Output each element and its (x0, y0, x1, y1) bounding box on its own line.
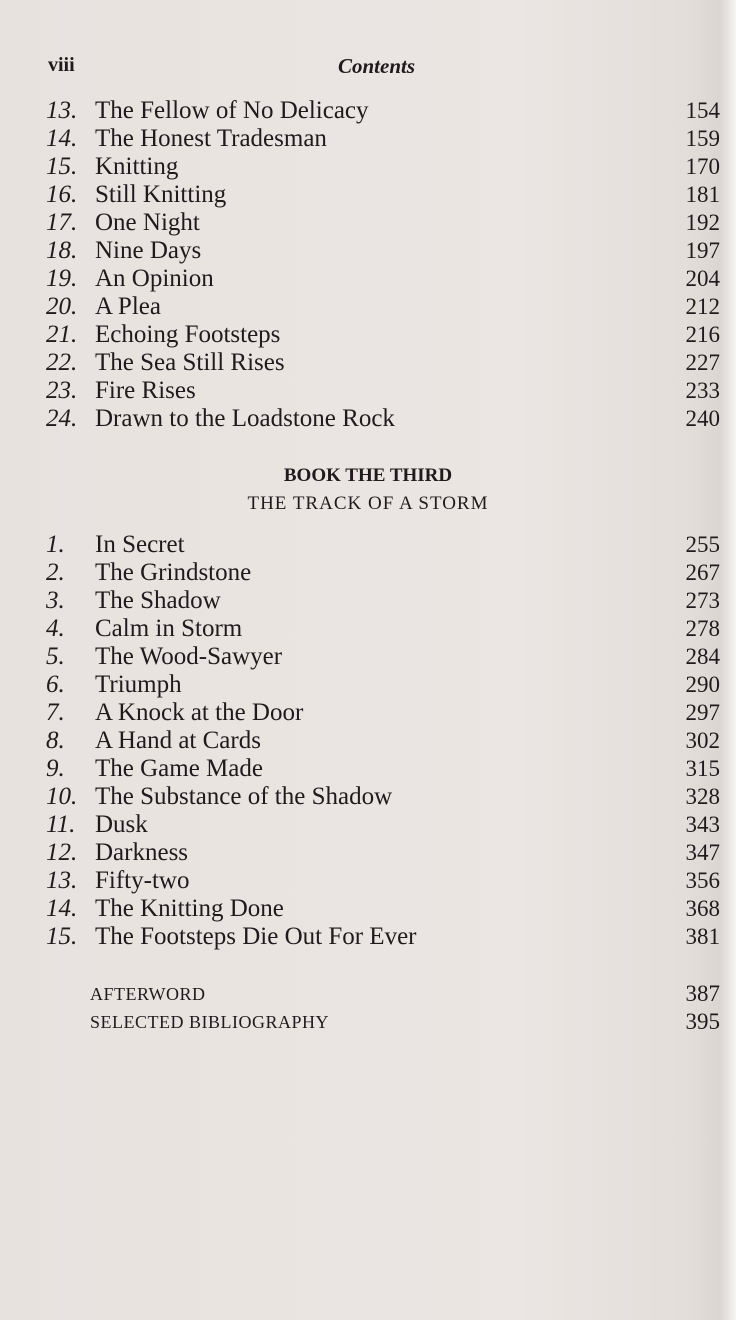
toc-entry (46, 923, 720, 951)
chapter-title: A Hand at Cards (95, 727, 261, 754)
page-ref: 381 (685, 924, 720, 949)
page-ref: 212 (685, 294, 720, 319)
page-ref: 284 (685, 644, 720, 669)
page-ref: 197 (685, 238, 720, 263)
chapter-number: 11. (46, 811, 76, 838)
page-edge (720, 0, 736, 1320)
chapter-number: 20. (46, 293, 78, 320)
chapter-number: 17. (46, 209, 78, 236)
chapter-number: 24. (46, 405, 78, 432)
chapter-number: 9. (46, 755, 65, 782)
chapter-title: Calm in Storm (95, 615, 243, 642)
toc-entry (46, 125, 720, 153)
page-ref: 233 (685, 378, 720, 403)
page-ref: 302 (685, 728, 720, 753)
chapter-number: 8. (46, 727, 65, 754)
toc-entry (46, 405, 720, 433)
chapter-title: The Substance of the Shadow (95, 783, 393, 810)
chapter-number: 15. (46, 923, 78, 950)
chapter-title: A Knock at the Door (95, 699, 304, 726)
back-matter-label: SELECTED BIBLIOGRAPHY (90, 1012, 329, 1032)
page-ref: 278 (685, 616, 720, 641)
chapter-title: Fifty-two (95, 867, 190, 894)
page-ref: 328 (685, 784, 720, 809)
page-ref: 240 (685, 406, 720, 431)
book-three-subheading: THE TRACK OF A STORM (247, 493, 489, 514)
chapter-number: 2. (46, 559, 65, 586)
toc-entry (46, 699, 720, 727)
page-ref: 347 (685, 840, 720, 865)
toc-entry (46, 265, 720, 293)
chapter-number: 4. (46, 615, 65, 642)
toc-book-three (46, 531, 720, 951)
chapter-number: 21. (46, 321, 78, 348)
book-three-heading: BOOK THE THIRD (283, 465, 453, 486)
toc-entry (46, 811, 720, 839)
toc-entry (46, 727, 720, 755)
toc-entry (46, 895, 720, 923)
chapter-title: The Wood-Sawyer (95, 643, 283, 670)
page-ref: 227 (685, 350, 720, 375)
page-ref: 192 (685, 210, 720, 235)
chapter-title: Echoing Footsteps (95, 321, 281, 348)
chapter-number: 13. (46, 97, 78, 124)
toc-entry (46, 153, 720, 181)
running-title: Contents (338, 54, 416, 78)
page-ref: 255 (685, 532, 720, 557)
page-ref: 181 (685, 182, 720, 207)
toc-entry (46, 559, 720, 587)
chapter-title: The Grindstone (95, 559, 252, 586)
chapter-number: 5. (46, 643, 65, 670)
page-ref: 159 (685, 126, 720, 151)
chapter-title: The Footsteps Die Out For Ever (95, 923, 417, 950)
chapter-title: The Honest Tradesman (95, 125, 327, 152)
chapter-title: The Fellow of No Delicacy (95, 97, 369, 124)
page-ref: 154 (685, 98, 720, 123)
chapter-title: Fire Rises (95, 377, 196, 404)
chapter-title: Darkness (95, 839, 189, 866)
back-matter-entry (90, 980, 720, 1008)
page-ref: 204 (685, 266, 720, 291)
chapter-number: 14. (46, 125, 78, 152)
chapter-title: The Sea Still Rises (95, 349, 285, 376)
page-header (48, 54, 688, 82)
chapter-title: The Knitting Done (95, 895, 284, 922)
toc-book-two (46, 97, 720, 433)
chapter-number: 12. (46, 839, 78, 866)
chapter-title: In Secret (95, 531, 185, 558)
chapter-number: 16. (46, 181, 78, 208)
back-matter-entry (90, 1008, 720, 1036)
page-ref: 297 (685, 700, 720, 725)
page-ref: 368 (685, 896, 720, 921)
chapter-title: One Night (95, 209, 200, 236)
chapter-title: An Opinion (95, 265, 214, 292)
toc-entry (46, 349, 720, 377)
chapter-number: 18. (46, 237, 78, 264)
chapter-title: Knitting (95, 153, 179, 180)
chapter-number: 1. (46, 531, 65, 558)
toc-entry (46, 531, 720, 559)
page-ref: 356 (685, 868, 720, 893)
chapter-title: Dusk (95, 811, 148, 838)
toc-entry (46, 615, 720, 643)
toc-entry (46, 671, 720, 699)
chapter-number: 3. (46, 587, 65, 614)
page-ref: 267 (685, 560, 720, 585)
chapter-number: 15. (46, 153, 78, 180)
chapter-number: 14. (46, 895, 78, 922)
chapter-number: 22. (46, 349, 78, 376)
page-ref: 290 (685, 672, 720, 697)
chapter-number: 7. (46, 699, 65, 726)
toc-entry (46, 293, 720, 321)
page-ref: 170 (685, 154, 720, 179)
toc-entry (46, 97, 720, 125)
toc-entry (46, 839, 720, 867)
toc-entry (46, 209, 720, 237)
chapter-title: Drawn to the Loadstone Rock (95, 405, 395, 432)
chapter-number: 23. (46, 377, 78, 404)
toc-entry (46, 181, 720, 209)
toc-entry (46, 783, 720, 811)
page-ref: 315 (685, 756, 720, 781)
chapter-number: 19. (46, 265, 78, 292)
toc-entry (46, 587, 720, 615)
page-ref: 273 (685, 588, 720, 613)
chapter-title: Nine Days (95, 237, 202, 264)
chapter-number: 6. (46, 671, 65, 698)
toc-entry (46, 321, 720, 349)
page-ref: 216 (685, 322, 720, 347)
page-ref: 387 (685, 981, 720, 1006)
chapter-title: Triumph (95, 671, 182, 698)
toc-entry (46, 237, 720, 265)
toc-entry (46, 755, 720, 783)
toc-entry (46, 867, 720, 895)
chapter-number: 10. (46, 783, 78, 810)
chapter-title: The Game Made (95, 755, 263, 782)
back-matter-label: AFTERWORD (90, 984, 206, 1004)
chapter-title: The Shadow (95, 587, 221, 614)
back-matter (90, 980, 720, 1036)
chapter-title: A Plea (95, 293, 161, 320)
toc-entry (46, 377, 720, 405)
page-ref: 395 (685, 1009, 720, 1034)
toc-entry (46, 643, 720, 671)
page-number: viii (48, 54, 75, 76)
chapter-title: Still Knitting (95, 181, 227, 208)
chapter-number: 13. (46, 867, 78, 894)
page-ref: 343 (685, 812, 720, 837)
